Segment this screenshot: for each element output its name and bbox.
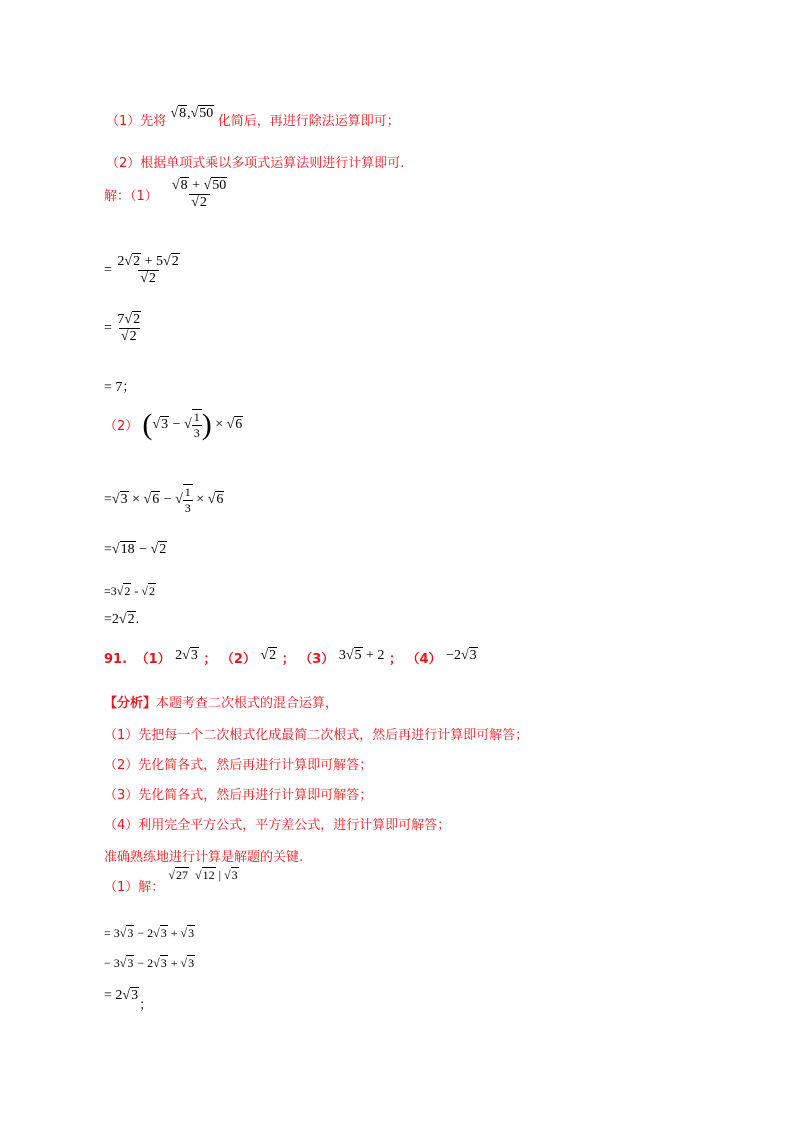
solution-label: （2） xyxy=(104,419,139,435)
math-expression: (√3 − √ $\frac{1}{3}$ ) × √6 xyxy=(142,408,243,441)
analysis-item: （2）先化简各式，然后再进行计算即可解答； xyxy=(104,758,373,773)
solution-step: =√18 − √2 xyxy=(104,542,167,557)
hint-line-2 xyxy=(106,152,404,171)
hint-text: 化简后，再进行除法运算即可； xyxy=(217,114,400,129)
hint-text: （1）先将 xyxy=(106,114,167,129)
analysis-key: 准确熟练地进行计算是解题的关键. xyxy=(104,850,304,865)
math-expression: √8,√50 xyxy=(170,106,214,121)
solution-step: = $\frac{2√2 + 5√2}{√2}$ xyxy=(104,254,182,287)
solution-part-1 xyxy=(104,178,229,211)
solution-step: =2√2. xyxy=(104,612,140,627)
analysis-heading xyxy=(104,692,338,711)
hint-text: （2）根据单项式乘以多项式运算法则进行计算即可. xyxy=(106,156,405,171)
part-1 xyxy=(104,868,239,895)
analysis-item: （4）利用完全平方公式，平方差公式，进行计算即可解答； xyxy=(104,818,451,833)
analysis-item: （3）先化简各式，然后再进行计算即可解答； xyxy=(104,788,373,803)
solution-label: 解：（1） xyxy=(104,189,158,204)
fraction: $\frac{7√2}{√2}$ xyxy=(117,312,141,344)
analysis-item: （1）先把每一个二次根式化成最简二次根式，然后再进行计算即可解答； xyxy=(104,728,529,743)
solution-step: = 3√3 − 2√3 + √3 xyxy=(104,926,195,940)
hint-line-1 xyxy=(106,106,400,130)
solution-step: = 7； xyxy=(104,380,136,395)
question-91-answers: 91. （1） 2√3 ； （2） √2 ； （3） 3√5 + 2 ； （4） −2√3 xyxy=(104,648,477,667)
math-expression: √27 √12 | √3 xyxy=(168,868,238,882)
fraction: $\frac{√8 + √50}{√2}$ xyxy=(171,178,227,210)
solution-step: = 2√3； xyxy=(104,988,153,1013)
solution-step: = $\frac{7√2}{√2}$ xyxy=(104,312,143,345)
fraction: $\frac{2√2 + 5√2}{√2}$ xyxy=(117,254,179,286)
solution-step: =3√2 - √2 xyxy=(104,584,155,598)
solution-step: − 3√3 − 2√3 + √3 xyxy=(104,956,195,970)
analysis-title: 本题考查二次根式的混合运算， xyxy=(156,696,339,711)
question-number: 91. xyxy=(104,652,128,667)
solution-step: =√3 × √6 − √ $\frac{1}{3}$ × √6 xyxy=(104,485,224,515)
solution-part-2 xyxy=(104,408,243,442)
part-label: （1）解： xyxy=(104,880,165,895)
analysis-tag: 【分析】 xyxy=(104,696,157,711)
